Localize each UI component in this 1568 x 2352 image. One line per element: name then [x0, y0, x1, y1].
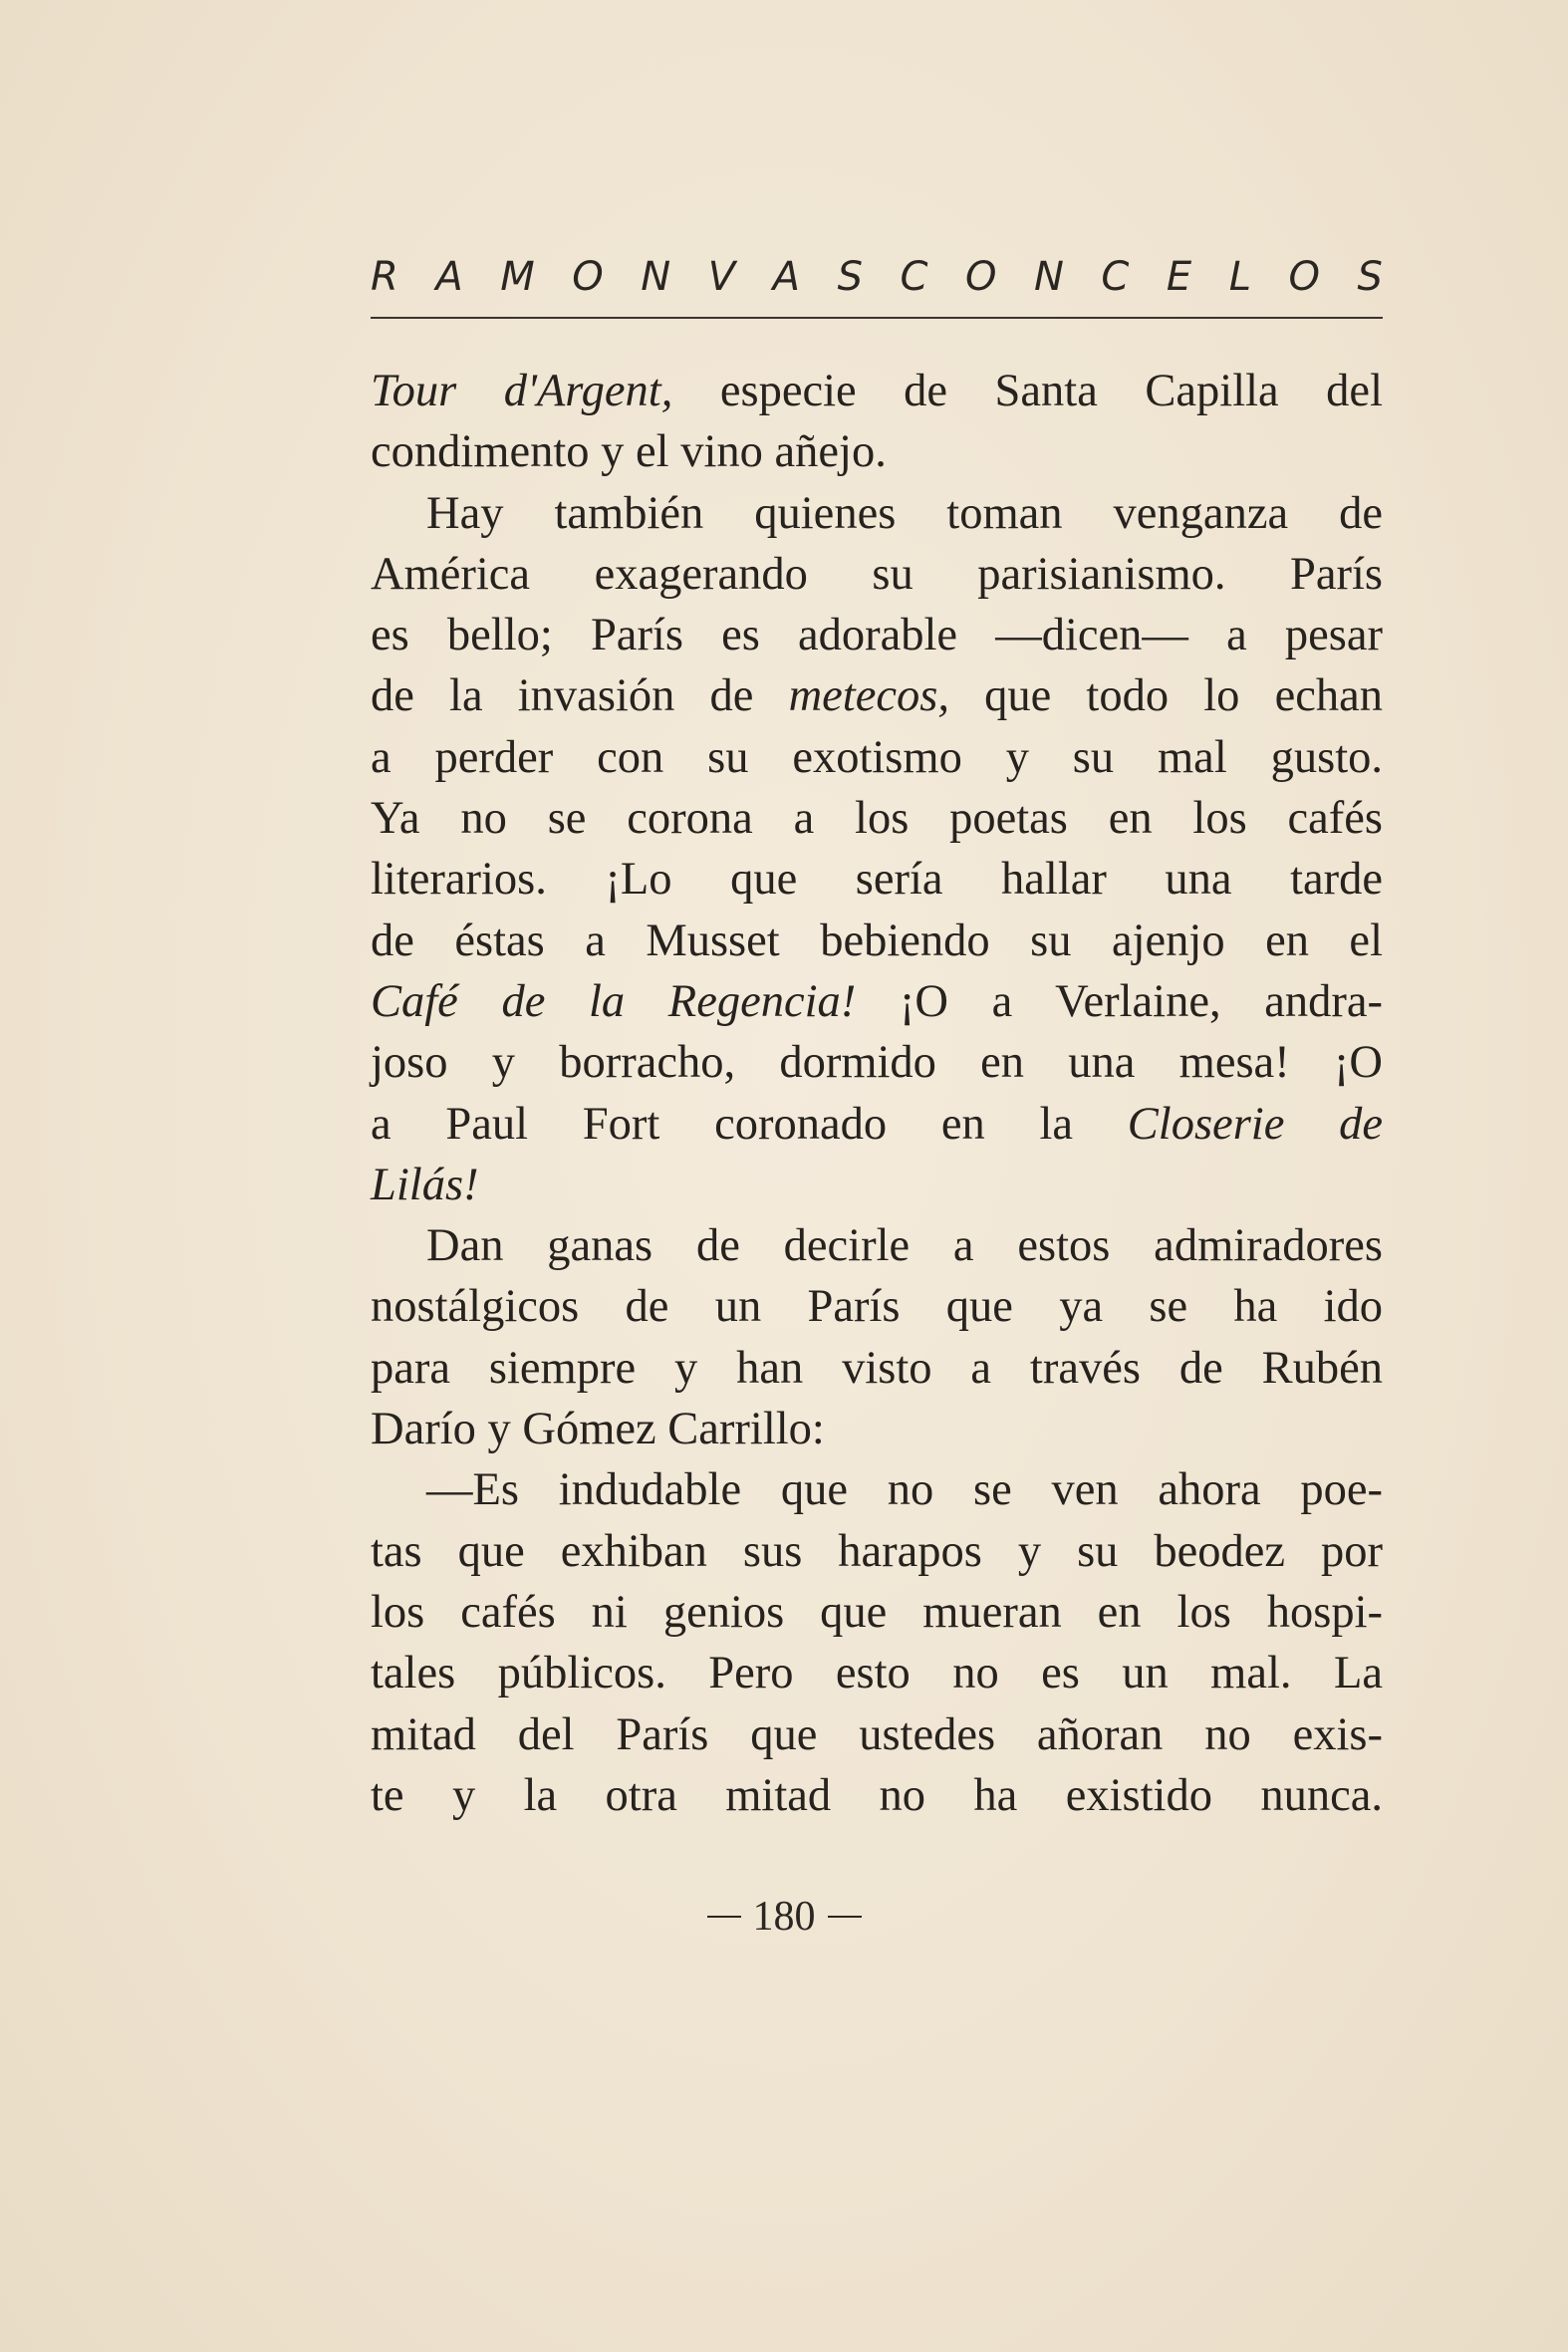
running-head-letter: E [1166, 254, 1192, 300]
folio-dash-right [828, 1916, 862, 1918]
text-run: te y la otra mitad no ha existido nunca. [371, 1769, 1383, 1821]
running-head-letter: L [1228, 254, 1251, 300]
text-run: Hay también quienes toman venganza de [426, 487, 1383, 539]
running-head-letter: V [707, 254, 736, 300]
text-run: tales públicos. Pero esto no es un mal. La [371, 1648, 1383, 1699]
text-run: ¡O a Verlaine, andra- [856, 975, 1383, 1027]
italic-phrase: Tour d'Argent, [371, 366, 673, 416]
text-run: de éstas a Musset bebiendo su ajenjo en el [371, 915, 1383, 966]
text-line [371, 665, 1383, 726]
text-run: tas que exhiban sus harapos y su beodez por [371, 1525, 1383, 1577]
text-run: a Paul Fort coronado en la [371, 1098, 1128, 1150]
text-run: Ya no se corona a los poetas en los cafés [371, 793, 1383, 845]
text-run: joso y borracho, dormido en una mesa! ¡O [371, 1037, 1383, 1089]
running-head-letter: C [900, 254, 928, 300]
text-run: para siempre y han visto a través de Rubén [371, 1342, 1383, 1394]
text-line [371, 1582, 1383, 1643]
text-line [371, 1459, 1383, 1520]
text-line [371, 1521, 1383, 1582]
text-line [371, 1155, 1383, 1215]
page-number [0, 1881, 1568, 1941]
text-line [371, 1643, 1383, 1703]
text-run: que todo lo echan [948, 670, 1383, 722]
text-run: de la invasión de [371, 670, 789, 722]
text-run: Dan ganas de decirle a estos admiradores [426, 1220, 1383, 1272]
running-head [371, 254, 1383, 314]
text-line [371, 1704, 1383, 1765]
running-head-letter: S [837, 254, 863, 300]
text-line [371, 1032, 1383, 1093]
running-head-letter: A [772, 254, 801, 300]
text-run: a perder con su exotismo y su mal gusto. [371, 731, 1383, 783]
text-run: condimento y el vino añejo. [371, 426, 887, 478]
italic-phrase: Lilás! [371, 1159, 479, 1210]
text-line [371, 421, 1383, 482]
text-line [371, 605, 1383, 665]
text-line [371, 727, 1383, 788]
running-head-letter: N [1033, 254, 1064, 300]
running-head-letter: O [1288, 254, 1321, 300]
text-run: mitad del París que ustedes añoran no exis- [371, 1708, 1383, 1760]
folio-number: 180 [752, 1894, 816, 1940]
text-line [371, 1399, 1383, 1459]
running-head-letter: M [500, 254, 535, 300]
italic-phrase: metecos, [788, 670, 949, 722]
text-run: nostálgicos de un París que ya se ha ido [371, 1281, 1383, 1333]
text-run: Darío y Gómez Carrillo: [371, 1404, 825, 1455]
text-line [371, 1094, 1383, 1155]
running-head-letter: S [1357, 254, 1383, 300]
text-line [371, 849, 1383, 910]
text-line [371, 1276, 1383, 1337]
running-head-letter: N [641, 254, 671, 300]
text-line [371, 911, 1383, 971]
text-run: literarios. ¡Lo que sería hallar una tarde [371, 854, 1383, 906]
text-line [371, 544, 1383, 605]
text-line [371, 1765, 1383, 1826]
header-rule [371, 317, 1383, 319]
running-head-letter: O [572, 254, 604, 300]
text-line [371, 788, 1383, 849]
text-run: es bello; París es adorable —dicen— a pesar [371, 610, 1383, 661]
running-head-letter: R [371, 254, 398, 300]
running-head-letter: A [435, 254, 463, 300]
text-line [371, 1215, 1383, 1276]
text-run: los cafés ni genios que mueran en los hospi- [371, 1586, 1383, 1638]
text-line [371, 361, 1383, 421]
text-run: —Es indudable que no se ven ahora poe- [426, 1464, 1383, 1516]
folio-dash-left [707, 1916, 741, 1918]
body-text [371, 361, 1383, 1826]
text-line [371, 971, 1383, 1032]
running-head-letter: C [1101, 254, 1130, 300]
italic-phrase: Café de la Regencia! [371, 975, 857, 1027]
running-head-letter: O [964, 254, 997, 300]
text-run: especie de Santa Capilla del [672, 366, 1383, 416]
italic-phrase: Closerie de [1127, 1098, 1383, 1150]
text-line [371, 1338, 1383, 1399]
text-line [371, 483, 1383, 544]
text-run: América exagerando su parisianismo. París [371, 548, 1383, 600]
